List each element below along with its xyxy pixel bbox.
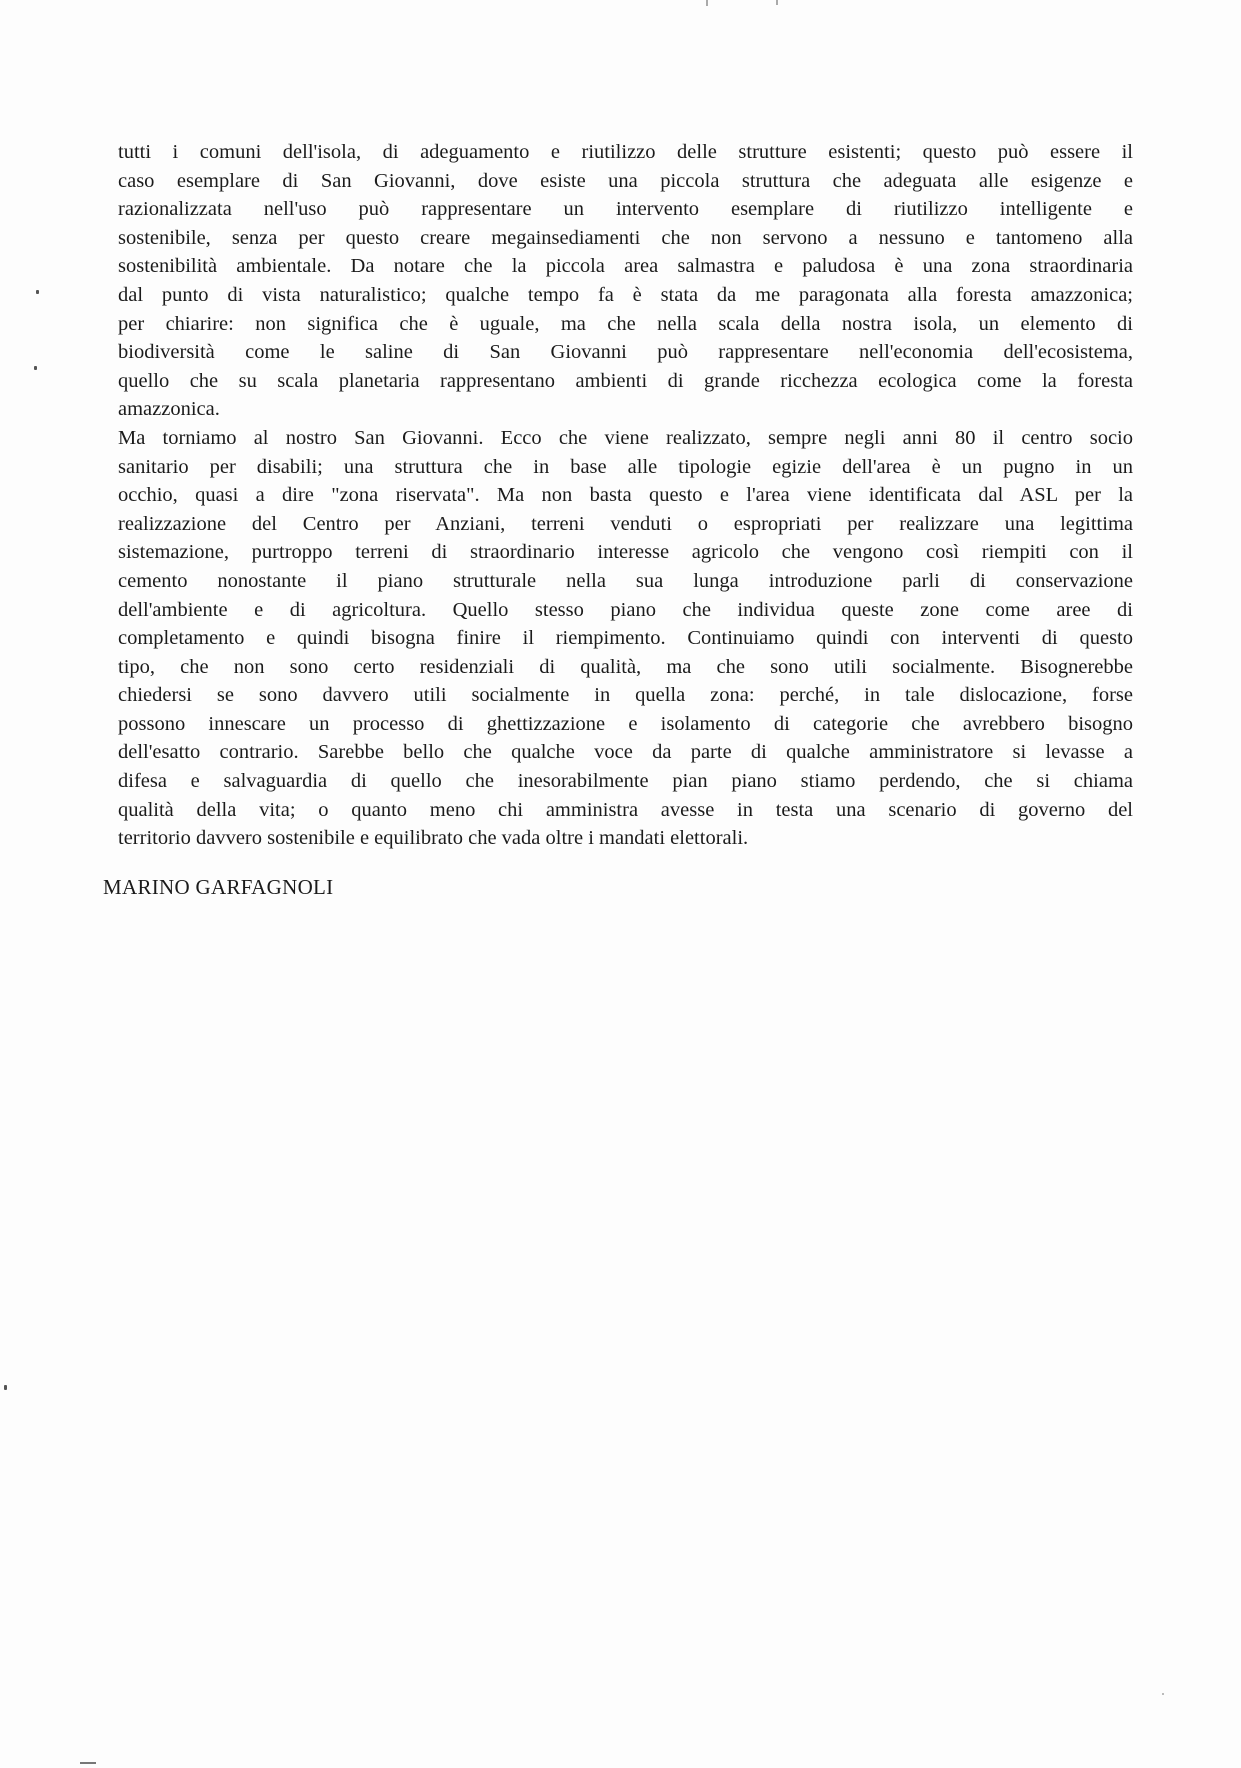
text-line: chiedersi se sono davvero utili socialmente in quella zona: perché, in tale dislocazione, forse: [118, 684, 1133, 707]
text-line: per chiarire: non significa che è uguale, ma che nella scala della nostra isola, un elemento di: [118, 312, 1133, 335]
scan-speck: [1162, 1693, 1164, 1695]
text-line: territorio davvero sostenibile e equilibrato che vada oltre i mandati elettorali.: [118, 827, 749, 850]
scan-mark-top: [706, 0, 708, 6]
text-line: realizzazione del Centro per Anziani, terreni venduti o espropriati per realizzare una legittima: [118, 512, 1133, 535]
scan-speck: [34, 366, 37, 370]
text-line: cemento nonostante il piano strutturale nella sua lunga introduzione parli di conservazione: [118, 569, 1133, 592]
text-line: difesa e salvaguardia di quello che inesorabilmente pian piano stiamo perdendo, che si chiama: [118, 770, 1133, 793]
text-line: tipo, che non sono certo residenziali di qualità, ma che sono utili socialmente. Bisognerebbe: [118, 655, 1133, 678]
scan-mark-bottom: [80, 1762, 96, 1764]
text-line: dell'ambiente e di agricoltura. Quello stesso piano che individua queste zone come aree di: [118, 598, 1133, 621]
text-line: sostenibile, senza per questo creare megainsediamenti che non servono a nessuno e tantomeno alla: [118, 226, 1133, 249]
text-line: qualità della vita; o quanto meno chi amministra avesse in testa una scenario di governo del: [118, 798, 1133, 821]
text-line: completamento e quindi bisogna finire il riempimento. Continuiamo quindi con interventi di questo: [118, 627, 1133, 650]
text-line: sistemazione, purtroppo terreni di straordinario interesse agricolo che vengono così riempiti con il: [118, 541, 1133, 564]
text-line: dell'esatto contrario. Sarebbe bello che qualche voce da parte di qualche amministratore si levasse a: [118, 741, 1133, 764]
text-line: occhio, quasi a dire "zona riservata". Ma non basta questo e l'area viene identificata dal ASL per la: [118, 484, 1133, 507]
text-line: quello che su scala planetaria rappresentano ambienti di grande ricchezza ecologica come la foresta: [118, 369, 1133, 392]
author-signature: MARINO GARFAGNOLI: [103, 875, 334, 899]
text-line: biodiversità come le saline di San Giovanni può rappresentare nell'economia dell'ecosistema,: [118, 341, 1133, 364]
text-line: dal punto di vista naturalistico; qualche tempo fa è stata da me paragonata alla foresta amazzonica;: [118, 283, 1133, 306]
scan-speck: [36, 290, 39, 294]
body-text: [118, 138, 1133, 853]
text-line: sostenibilità ambientale. Da notare che la piccola area salmastra e paludosa è una zona straordinaria: [118, 255, 1133, 278]
text-line: tutti i comuni dell'isola, di adeguamento e riutilizzo delle strutture esistenti; questo può essere il: [118, 141, 1133, 163]
text-line: possono innescare un processo di ghettizzazione e isolamento di categorie che avrebbero bisogno: [118, 712, 1133, 735]
text-line: sanitario per disabili; una struttura che in base alle tipologie egizie dell'area è un pugno in un: [118, 455, 1133, 478]
text-line: caso esemplare di San Giovanni, dove esiste una piccola struttura che adeguata alle esigenze e: [118, 169, 1133, 192]
text-line: Ma torniamo al nostro San Giovanni. Ecco che viene realizzato, sempre negli anni 80 il centro socio: [118, 426, 1133, 449]
text-line: razionalizzata nell'uso può rappresentare un intervento esemplare di riutilizzo intelligente e: [118, 198, 1133, 221]
scan-speck: [4, 1385, 7, 1390]
text-line: amazzonica.: [118, 398, 220, 421]
scan-mark-top-right: [776, 0, 778, 5]
